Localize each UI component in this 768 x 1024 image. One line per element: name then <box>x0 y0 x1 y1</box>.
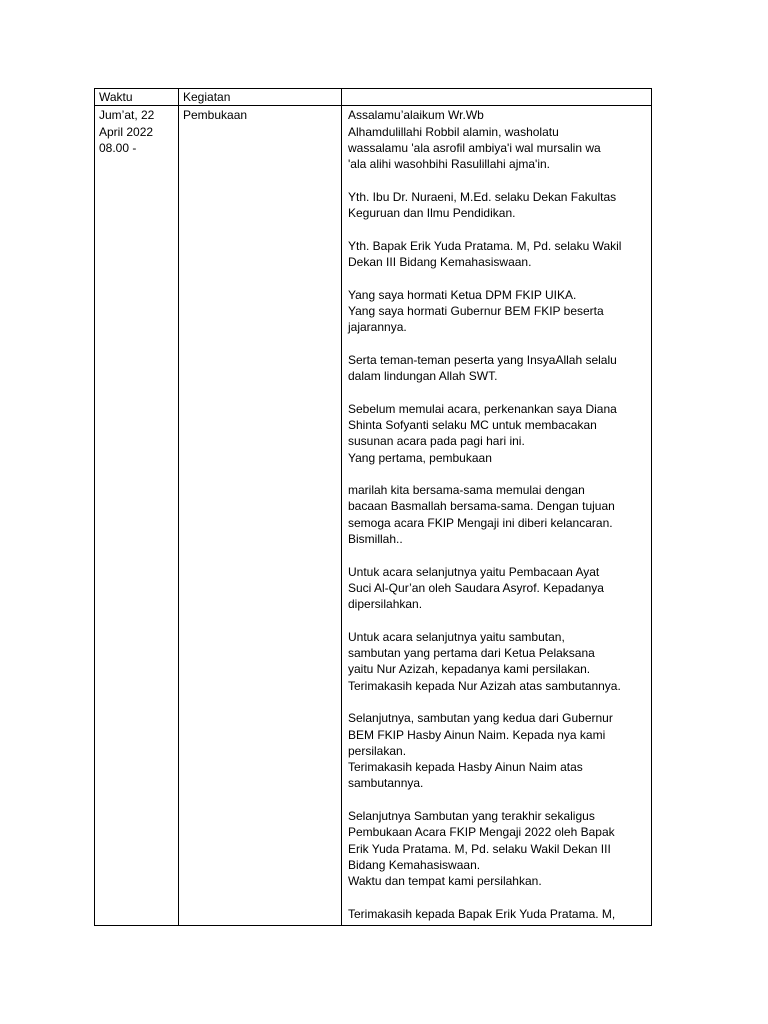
text-line: Terimakasih kepada Bapak Erik Yuda Pratama. M, <box>348 906 616 921</box>
text-line: marilah kita bersama-sama memulai dengan <box>348 483 585 498</box>
paragraph <box>348 710 647 791</box>
time-line: April 2022 <box>99 124 154 139</box>
text-line: Bidang Kemahasiswaan. <box>348 857 481 872</box>
paragraph <box>348 808 647 889</box>
text-line: semoga acara FKIP Mengaji ini diberi kelancaran. <box>348 515 613 530</box>
rundown-table <box>94 88 652 926</box>
time-line: Jum’at, 22 <box>99 108 155 123</box>
paragraph <box>348 564 647 613</box>
text-line: Suci Al-Qur’an oleh Saudara Asyrof. Kepadanya <box>348 580 604 595</box>
paragraph <box>348 906 647 922</box>
text-line: Yang saya hormati Gubernur BEM FKIP beserta <box>348 303 604 318</box>
text-line: persilakan. <box>348 743 407 758</box>
header-kegiatan: Kegiatan <box>179 89 342 106</box>
paragraph <box>348 238 647 271</box>
text-line: jajarannya. <box>348 320 407 335</box>
text-line: Pembukaan Acara FKIP Mengaji 2022 oleh Bapak <box>348 825 615 840</box>
paragraph <box>348 482 647 547</box>
table-header-row <box>95 89 652 106</box>
text-line: bacaan Basmallah bersama-sama. Dengan tujuan <box>348 499 615 514</box>
time-cell <box>95 106 179 926</box>
text-line: wassalamu 'ala asrofil ambiya'i wal mursalin wa <box>348 140 601 155</box>
text-line: Untuk acara selanjutnya yaitu sambutan, <box>348 629 565 644</box>
text-line: Alhamdulillahi Robbil alamin, washolatu <box>348 124 559 139</box>
paragraph <box>348 107 647 172</box>
text-line: sambutannya. <box>348 776 424 791</box>
document-page <box>94 88 651 924</box>
paragraph <box>348 287 647 336</box>
text-line: Terimakasih kepada Hasby Ainun Naim atas <box>348 760 583 775</box>
header-waktu: Waktu <box>95 89 179 106</box>
text-line: Sebelum memulai acara, perkenankan saya Diana <box>348 401 617 416</box>
text-line: Shinta Sofyanti selaku MC untuk membacakan <box>348 417 597 432</box>
paragraph <box>348 352 647 385</box>
text-line: Serta teman-teman peserta yang InsyaAllah selalu <box>348 352 617 367</box>
text-line: Assalamu’alaikum Wr.Wb <box>348 108 484 123</box>
table-row <box>95 106 652 926</box>
paragraph <box>348 401 647 466</box>
script-cell <box>342 106 652 926</box>
text-line: 'ala alihi wasohbihi Rasulillahi ajma'in. <box>348 157 551 172</box>
text-line: Yth. Bapak Erik Yuda Pratama. M, Pd. selaku Wakil <box>348 238 622 253</box>
text-line: yaitu Nur Azizah, kepadanya kami persilakan. <box>348 662 591 677</box>
text-line: Waktu dan tempat kami persilahkan. <box>348 874 542 889</box>
text-line: susunan acara pada pagi hari ini. <box>348 434 525 449</box>
text-line: Selanjutnya, sambutan yang kedua dari Gubernur <box>348 711 613 726</box>
text-line: Yth. Ibu Dr. Nuraeni, M.Ed. selaku Dekan Fakultas <box>348 189 617 204</box>
text-line: dalam lindungan Allah SWT. <box>348 369 498 384</box>
activity-cell: Pembukaan <box>179 106 342 926</box>
text-line: Dekan III Bidang Kemahasiswaan. <box>348 254 532 269</box>
text-line: Untuk acara selanjutnya yaitu Pembacaan Ayat <box>348 564 600 579</box>
paragraph <box>348 189 647 222</box>
text-line: BEM FKIP Hasby Ainun Naim. Kepada nya kami <box>348 727 606 742</box>
text-line: Keguruan dan Ilmu Pendidikan. <box>348 206 516 221</box>
paragraph <box>348 629 647 694</box>
header-blank <box>342 89 652 106</box>
text-line: dipersilahkan. <box>348 597 423 612</box>
text-line: Selanjutnya Sambutan yang terakhir sekaligus <box>348 809 595 824</box>
text-line: Bismillah.. <box>348 532 403 547</box>
text-line: Terimakasih kepada Nur Azizah atas sambutannya. <box>348 678 621 693</box>
time-line: 08.00 - <box>99 140 137 155</box>
text-line: Yang saya hormati Ketua DPM FKIP UIKA. <box>348 287 577 302</box>
text-line: sambutan yang pertama dari Ketua Pelaksana <box>348 646 595 661</box>
text-line: Yang pertama, pembukaan <box>348 450 492 465</box>
text-line: Erik Yuda Pratama. M, Pd. selaku Wakil Dekan III <box>348 841 611 856</box>
